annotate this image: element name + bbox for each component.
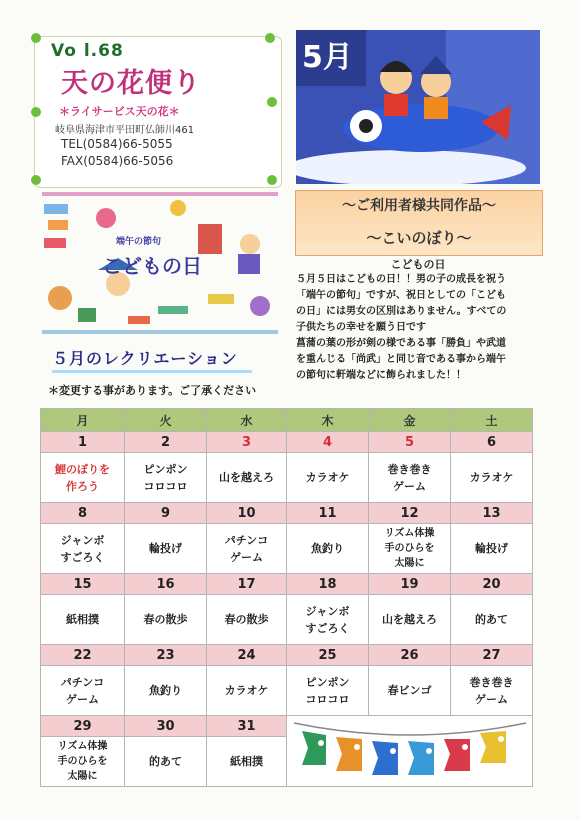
activity-cell <box>287 453 369 503</box>
activity-label: 輪投げ <box>475 542 508 555</box>
activity-cell <box>125 453 207 503</box>
activity-label: 春の散歩 <box>143 613 188 626</box>
date-cell: 20 <box>451 574 533 595</box>
recreation-title: ５月のレクリエーション <box>52 349 238 368</box>
clover-decoration <box>265 33 275 43</box>
date-cell: 31 <box>207 716 287 737</box>
activity-cell <box>287 595 369 645</box>
activity-cell <box>207 595 287 645</box>
phone-number: TEL(0584)66-5055 <box>61 137 173 151</box>
address: 岐阜県海津市平田町仏師川461 <box>55 125 195 136</box>
activity-label: 巻き巻き ゲーム <box>469 675 514 706</box>
banner-line-1: ～ご利用者様共同作品～ <box>342 198 496 214</box>
date-cell: 26 <box>369 645 451 666</box>
date-cell: 24 <box>207 645 287 666</box>
activity-cell <box>369 666 451 716</box>
clover-decoration <box>267 97 277 107</box>
date-cell: 27 <box>451 645 533 666</box>
activity-label: 山を越えろ <box>219 471 274 484</box>
activity-cell <box>207 666 287 716</box>
weekday-header: 土 <box>451 409 533 432</box>
schedule-note: ＊変更する事があります。ご了承ください <box>48 384 257 397</box>
date-cell: 4 <box>287 432 369 453</box>
date-cell: 11 <box>287 503 369 524</box>
activity-row <box>41 453 533 503</box>
date-cell: 15 <box>41 574 125 595</box>
article-heading: こどもの日 <box>390 258 446 271</box>
weekday-header-row <box>41 409 533 432</box>
article-body <box>296 272 546 384</box>
clover-decoration <box>31 175 41 185</box>
activity-cell <box>41 595 125 645</box>
article-line: 菖蒲の葉の形が剣の様である事「勝負」や武道 <box>296 338 506 349</box>
activity-cell <box>369 453 451 503</box>
illustration-title: こどもの日 <box>102 254 202 278</box>
activity-label: ピンポン コロコロ <box>305 675 350 706</box>
facility-name: ＊ライサービス天の花＊ <box>59 105 180 118</box>
activity-label: ジャンボ すごろく <box>60 533 105 564</box>
activity-label: 的あて <box>475 613 508 626</box>
activity-label: 春ビンゴ <box>387 684 432 697</box>
title-underline <box>52 370 252 373</box>
koinobori-garland-cell <box>287 716 533 787</box>
shared-artwork-banner <box>295 190 543 256</box>
activity-label: カラオケ <box>305 471 350 484</box>
koinobori-garland-image <box>290 717 530 781</box>
activity-label: 魚釣り <box>149 684 182 697</box>
date-row <box>41 645 533 666</box>
clover-decoration <box>31 107 41 117</box>
weekday-header: 水 <box>207 409 287 432</box>
date-cell: 3 <box>207 432 287 453</box>
activity-label: リズム体操 手のひらを 太陽に <box>384 528 435 569</box>
activity-label: 鯉のぼりを 作ろう <box>55 462 110 493</box>
date-cell: 8 <box>41 503 125 524</box>
activity-cell <box>207 453 287 503</box>
activity-cell <box>41 666 125 716</box>
date-cell: 29 <box>41 716 125 737</box>
date-cell: 10 <box>207 503 287 524</box>
koinobori-artwork-photo <box>296 30 540 184</box>
weekday-header: 火 <box>125 409 207 432</box>
weekday-header: 金 <box>369 409 451 432</box>
date-cell: 30 <box>125 716 207 737</box>
article-line: ５月５日はこどもの日！！男の子の成長を祝う <box>296 274 506 285</box>
activity-cell <box>41 524 125 574</box>
activity-cell <box>125 666 207 716</box>
activity-label: 春の散歩 <box>224 613 269 626</box>
date-row <box>41 574 533 595</box>
activity-cell <box>207 737 287 787</box>
article-line: 「端午の節句」ですが、祝日としての「こども <box>296 290 506 301</box>
fax-number: FAX(0584)66-5056 <box>61 154 174 168</box>
activity-cell <box>207 524 287 574</box>
date-cell: 13 <box>451 503 533 524</box>
childrens-day-illustration <box>38 190 282 340</box>
date-cell: 23 <box>125 645 207 666</box>
date-cell: 22 <box>41 645 125 666</box>
date-row <box>41 432 533 453</box>
date-cell: 19 <box>369 574 451 595</box>
activity-label: ピンポン コロコロ <box>143 462 188 493</box>
activity-label: 紙相撲 <box>66 613 99 626</box>
activity-cell <box>451 453 533 503</box>
weekday-header: 木 <box>287 409 369 432</box>
activity-label: パチンコ ゲーム <box>224 533 269 564</box>
date-cell: 1 <box>41 432 125 453</box>
date-row <box>41 716 533 737</box>
banner-line-2: ～こいのぼり～ <box>366 229 472 247</box>
date-cell: 2 <box>125 432 207 453</box>
activity-label: ジャンボ すごろく <box>305 604 350 635</box>
date-cell: 25 <box>287 645 369 666</box>
date-cell: 17 <box>207 574 287 595</box>
activity-label: 巻き巻き ゲーム <box>387 462 432 493</box>
illustration-subtitle: 端午の節句 <box>116 237 162 247</box>
article-line: を重んじる「尚武」と同じ音である事から端午 <box>296 354 506 365</box>
activity-cell <box>41 453 125 503</box>
activity-cell <box>369 595 451 645</box>
activity-cell <box>369 524 451 574</box>
article-line: 子供たちの幸せを願う日です <box>296 322 426 333</box>
activity-row <box>41 666 533 716</box>
article-line: の節句に軒端などに飾られました！！ <box>296 370 466 381</box>
newsletter-header <box>34 36 282 188</box>
activity-cell <box>287 524 369 574</box>
date-cell: 12 <box>369 503 451 524</box>
date-row <box>41 503 533 524</box>
month-caption: 5月 <box>302 40 353 75</box>
clover-decoration <box>31 33 41 43</box>
activity-label: カラオケ <box>224 684 269 697</box>
date-cell: 5 <box>369 432 451 453</box>
activity-cell <box>287 666 369 716</box>
activity-row <box>41 524 533 574</box>
date-cell: 16 <box>125 574 207 595</box>
volume-number: Vo l.68 <box>51 41 124 61</box>
activity-row <box>41 595 533 645</box>
clover-decoration <box>267 175 277 185</box>
activity-cell <box>41 737 125 787</box>
activity-cell <box>451 666 533 716</box>
activity-label: 的あて <box>149 755 182 768</box>
activity-label: パチンコ ゲーム <box>60 675 105 706</box>
activity-cell <box>125 737 207 787</box>
recreation-calendar <box>40 408 533 787</box>
activity-cell <box>125 524 207 574</box>
activity-label: 輪投げ <box>149 542 182 555</box>
activity-cell <box>451 595 533 645</box>
activity-label: 紙相撲 <box>230 755 263 768</box>
activity-label: 山を越えろ <box>382 613 437 626</box>
date-cell: 9 <box>125 503 207 524</box>
weekday-header: 月 <box>41 409 125 432</box>
date-cell: 6 <box>451 432 533 453</box>
activity-label: 魚釣り <box>311 542 344 555</box>
activity-label: リズム体操 手のひらを 太陽に <box>57 741 108 782</box>
date-cell: 18 <box>287 574 369 595</box>
activity-cell <box>451 524 533 574</box>
article-line: の日」には男女の区別はありません。すべての <box>296 306 507 317</box>
newsletter-title: 天の花便り <box>61 68 201 99</box>
activity-label: カラオケ <box>469 471 514 484</box>
activity-cell <box>125 595 207 645</box>
